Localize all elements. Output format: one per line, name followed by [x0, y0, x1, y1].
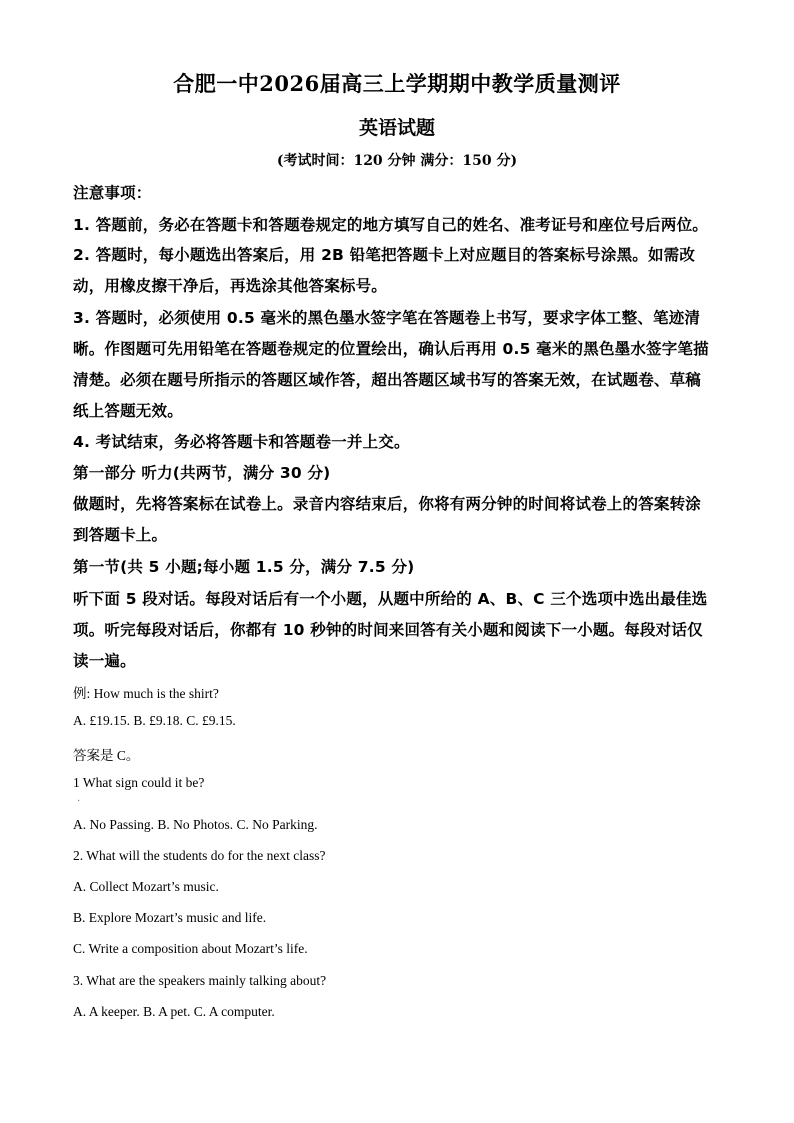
part1-heading: 第一部分 听力(共两节，满分 30 分) [73, 464, 331, 482]
example-question: 例: How much is the shirt? [73, 686, 219, 701]
notice-item-3-line-2: 晰。作图题可先用铅笔在答题卷规定的位置绘出，确认后再用 0.5 毫米的黑色墨水签字笔描 [73, 340, 709, 358]
notice-item-3-line-1: 3. 答题时，必须使用 0.5 毫米的黑色墨水签字笔在答题卷上书写，要求字体工整、笔迹清 [73, 309, 701, 327]
notice-item-3-line-4: 纸上答题无效。 [73, 402, 183, 420]
section1-heading: 第一节(共 5 小题;每小题 1.5 分，满分 7.5 分) [73, 558, 415, 576]
section1-intro-line-2: 项。听完每段对话后，你都有 10 秒钟的时间来回答有关小题和阅读下一小题。每段对话仅 [73, 621, 703, 639]
part1-intro-line-1: 做题时，先将答案标在试卷上。录音内容结束后，你将有两分钟的时间将试卷上的答案转涂 [73, 495, 702, 513]
section1-intro-line-3: 读一遍。 [73, 652, 136, 670]
example-answer: 答案是 C。 [73, 748, 140, 763]
notice-heading: 注意事项： [73, 184, 152, 202]
section1-intro-line-1: 听下面 5 段对话。每段对话后有一个小题，从题中所给的 A、B、C 三个选项中选出最佳选 [73, 590, 708, 608]
part1-intro-line-2: 到答题卡上。 [73, 526, 168, 544]
notice-item-2-line-2: 动，用橡皮擦干净后，再选涂其他答案标号。 [73, 277, 388, 295]
question-1: 1 What sign could it be? [73, 775, 205, 790]
question-2-option-b: B. Explore Mozart’s music and life. [73, 910, 267, 925]
question-2-option-a: A. Collect Mozart’s music. [73, 879, 219, 894]
notice-item-2-line-1: 2. 答题时，每小题选出答案后，用 2B 铅笔把答题卡上对应题目的答案标号涂黑。如需改 [73, 246, 696, 264]
notice-item-4: 4. 考试结束，务必将答题卡和答题卷一并上交。 [73, 433, 410, 451]
exam-info: (考试时间：120 分钟 满分：150 分) [276, 153, 518, 169]
subject-title: 英语试题 [358, 117, 435, 139]
example-options: A. £19.15. B. £9.18. C. £9.15. [73, 713, 236, 728]
question-2-option-c: C. Write a composition about Mozart’s life. [73, 941, 308, 956]
question-3-options: A. A keeper. B. A pet. C. A computer. [73, 1004, 275, 1019]
exam-title: 合肥一中2026届高三上学期期中教学质量测评 [173, 71, 621, 96]
question-3: 3. What are the speakers mainly talking about? [73, 973, 327, 988]
notice-item-3-line-3: 清楚。必须在题号所指示的答题区域作答，超出答题区域书写的答案无效，在试题卷、草稿 [73, 371, 702, 389]
question-1-options: A. No Passing. B. No Photos. C. No Parking. [73, 817, 318, 832]
question-1-marker: · [77, 796, 81, 807]
question-2: 2. What will the students do for the next class? [73, 848, 326, 863]
notice-item-1: 1. 答题前，务必在答题卡和答题卷规定的地方填写自己的姓名、准考证号和座位号后两位。 [73, 216, 708, 234]
